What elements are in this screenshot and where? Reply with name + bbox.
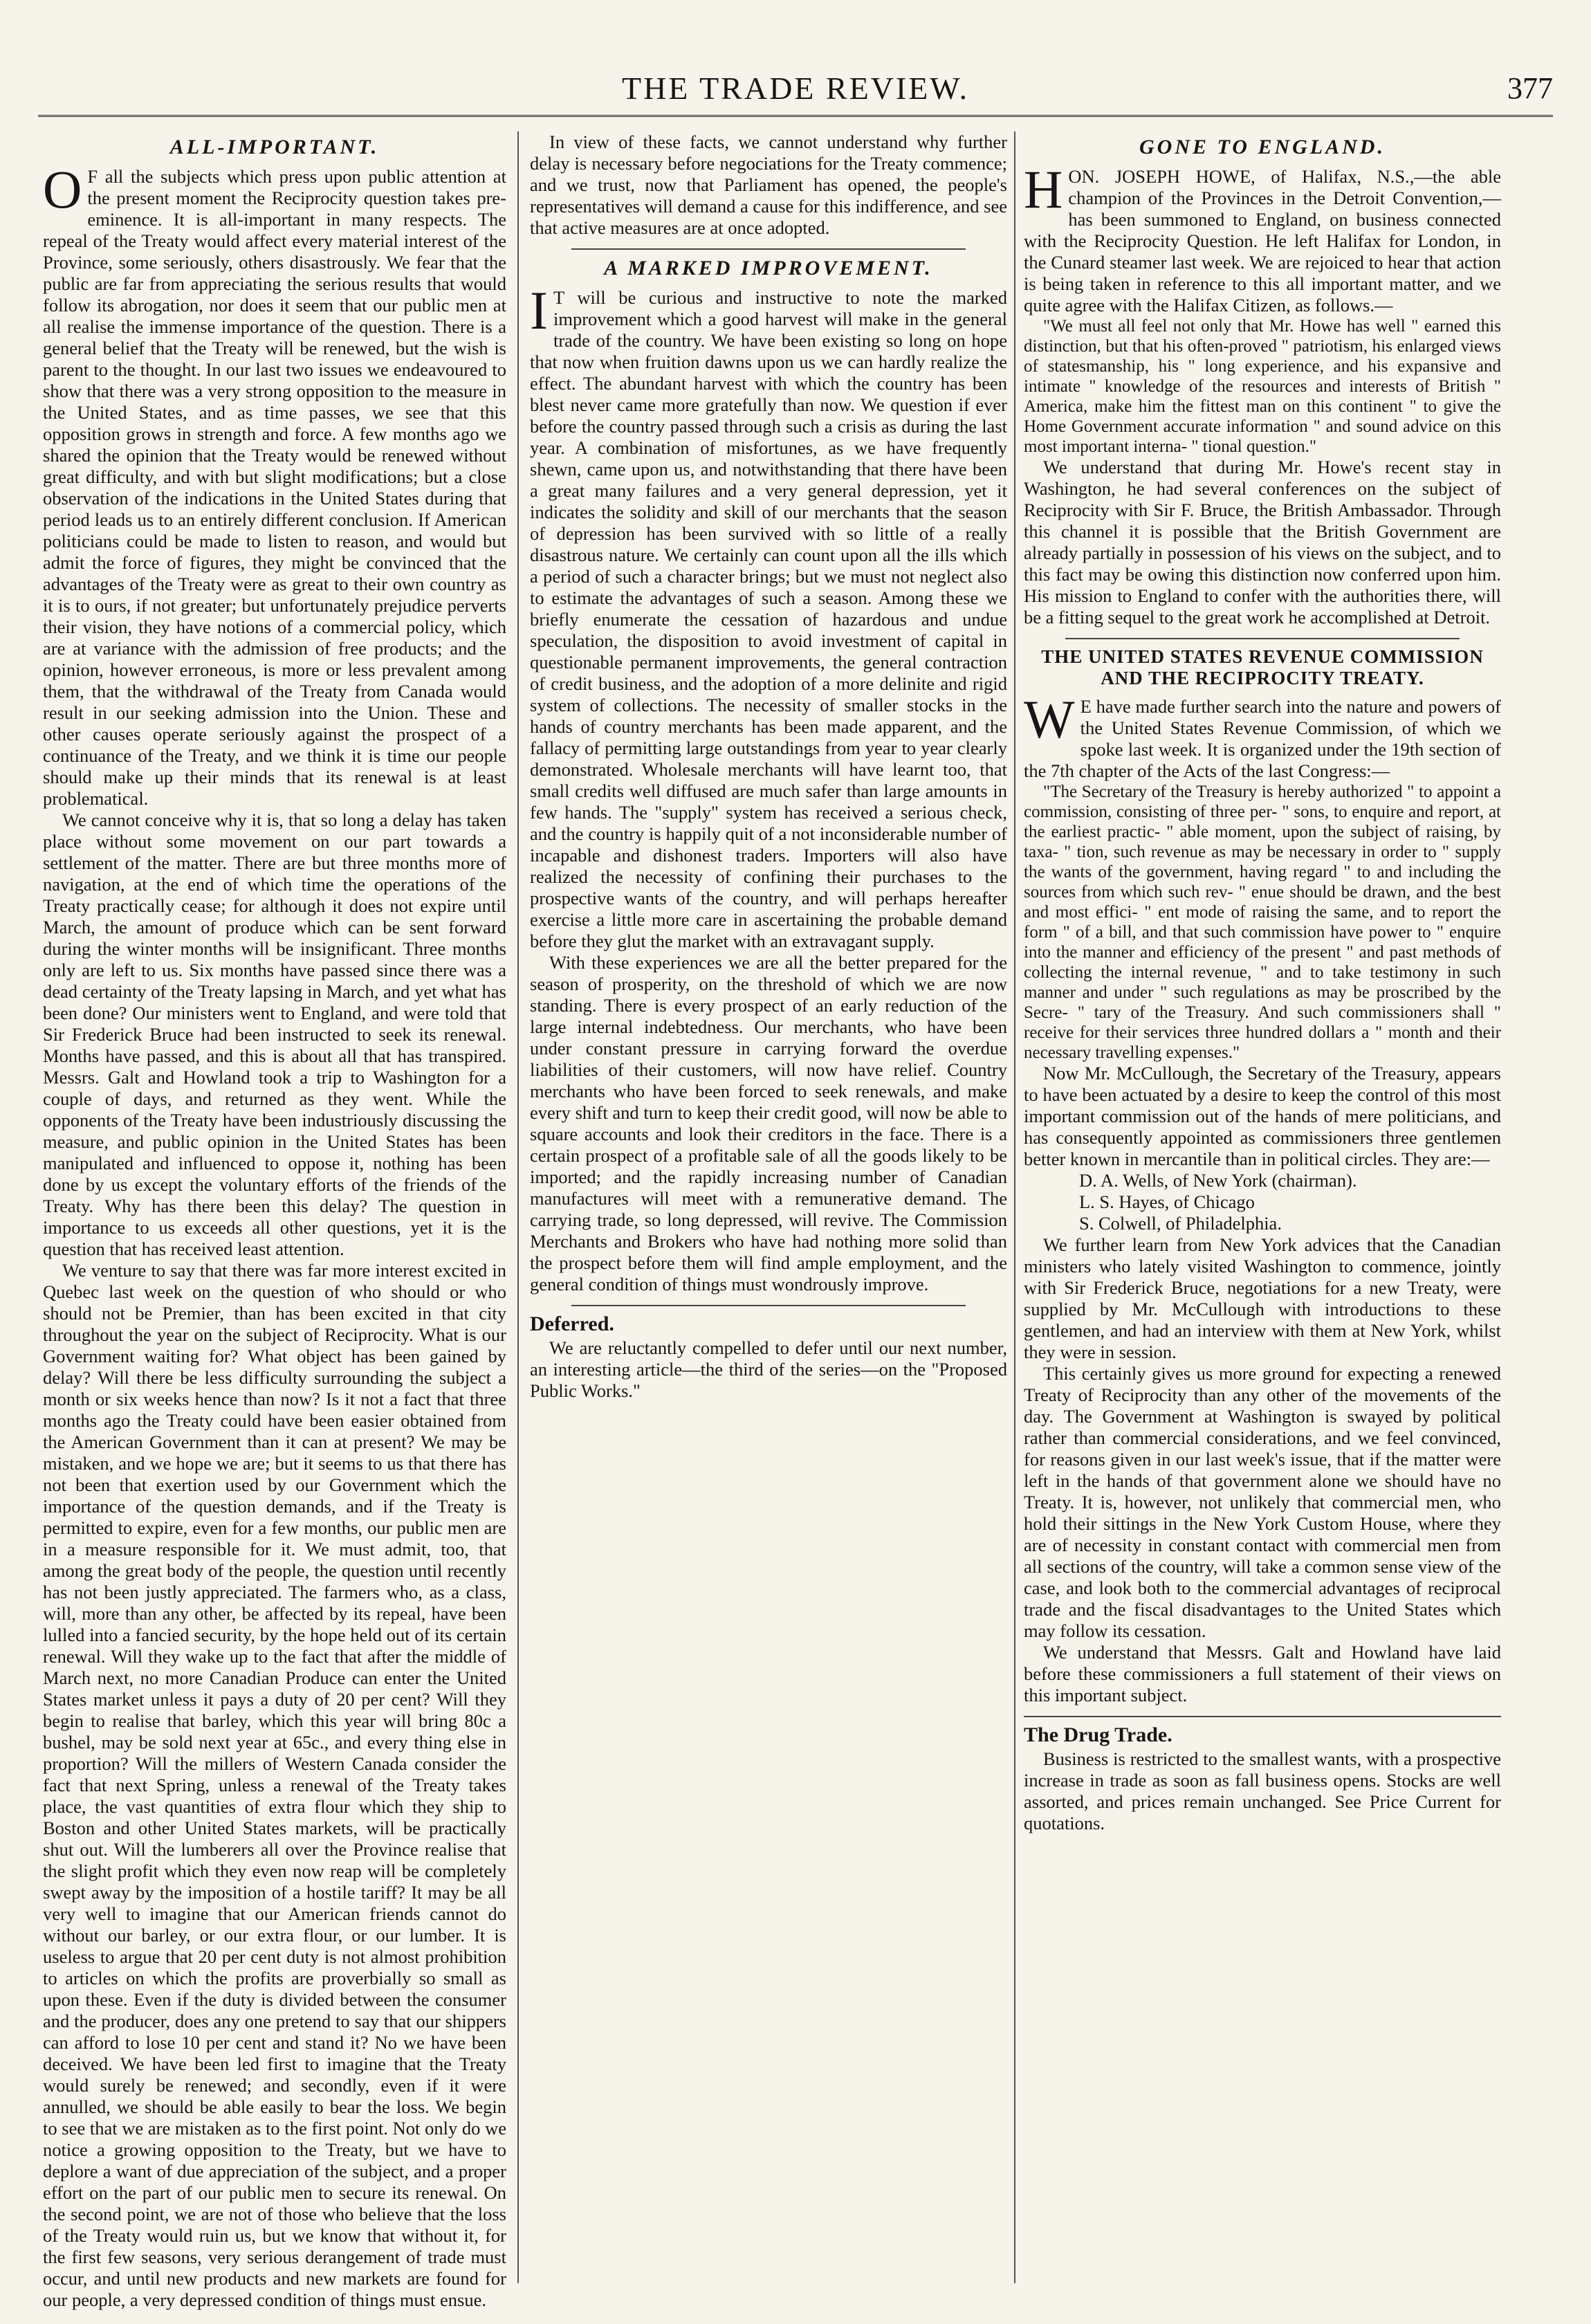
article-paragraph: Business is restricted to the smallest wants, with a prospective increase in trade as soon as fall business opens. Stocks are well assorted, and prices remain unchanged. See Price Current for quotations. <box>1024 1748 1501 1833</box>
paragraph-text: E have made further search into the nature and powers of the United States Revenue Commission, of which we spoke last week. It is organized under the 19th section of the 7th chapter of the Acts of the last Congress:— <box>1024 696 1501 781</box>
article-heading-deferred: Deferred. <box>530 1312 614 1335</box>
article-heading-revenue-commission <box>1024 646 1501 689</box>
article-paragraph: We are reluctantly compelled to defer until our next number, an interesting article—the third of the series—on the "Proposed Public Works." <box>530 1337 1007 1401</box>
article-paragraph <box>530 280 1007 952</box>
commissioner-name: D. A. Wells, of New York (chairman). <box>1079 1170 1357 1191</box>
article-paragraph: We venture to say that there was far more interest excited in Quebec last week on the question of who should or who should not be Premier, than has been excited in that city throughout the year on the subject of Reciprocity. What is our Government waiting for? What object has been gained by delay? Will there be less difficulty surrounding the subject a month or six weeks hence than now? Is it not a fact that three months ago the Treaty could have been easier obtained from the American Government than it can at present? We may be mistaken, and we hope we are; but it seems to us that there has not been that exertion used by our Government which the importance of the question demands, and if the Treaty is permitted to expire, even for a few months, our public men are in a measure responsible for it. We must admit, too, that among the great body of the people, the question until recently has not been justly appreciated. The farmers who, as a class, will, more than any other, be affected by its repeal, have been lulled into a fancied security, by the hope held out of its certain renewal. Will they wake up to the fact that after the middle of March next, no more Canadian Produce can enter the United States market unless it pays a duty of 20 per cent? Will they begin to realise that barley, which this year will bring 80c a bushel, may be sold next year at 65c., and every thing else in proportion? Will the millers of Western Canada consider the fact that next Spring, unless a renewal of the Treaty takes place, the vast quantities of extra flour which they ship to Boston and other United States markets, will be practically shut out. Will the lumberers all over the Province realise that the slight profit which they even now reap will be completely swept away by the imposition of a hostile tariff? It may be all very well to imagine that our American friends cannot do without our barley, or our extra flour, or our lumber. It is useless to argue that 20 per cent duty is not almost prohibition to articles on which the profits are proverbially so small as upon these. Even if the duty is divided between the consumer and the producer, does any one pretend to say that our shippers can afford to lose 10 per cent and stand it? No we have been deceived. We have been led first to imagine that the Treaty would surely be renewed; and secondly, even if it were annulled, we should be able easily to bear the loss. We begin to see that we are mistaken as to the first point. Not only do we notice a growing opposition to the Treaty, but we have to deplore a want of due appreciation of the subject, and a proper effort on the part of our public men to secure its renewal. On the second point, we are not of those who believe that the loss of the Treaty would ruin us, but we know that without it, for the first few seasons, very serious derangement of trade must occur, and until new products and new markets are found for our people, a very depressed condition of things must ensue. <box>43 1260 506 2310</box>
commissioner-name: S. Colwell, of Philadelphia. <box>1079 1213 1282 1234</box>
article-heading-marked-improvement: A MARKED IMPROVEMENT. <box>604 257 933 280</box>
page-number: 377 <box>1507 71 1553 105</box>
heading-line: AND THE RECIPROCITY TREATY. <box>1101 668 1424 688</box>
section-divider <box>1065 638 1460 639</box>
column-left <box>43 131 506 2310</box>
article-paragraph: With these experiences we are all the better prepared for the season of prosperity, on the threshold of which we are now standing. There is every prospect of an early reduction of the large internal indebtedness. Our merchants, who have been under constant pressure in carrying forward the overdue liabilities of their customers, will now have relief. Country merchants who have been forced to seek renewals, and make every shift and turn to keep their credit good, will now be able to square accounts and look their creditors in the face. There is a certain prospect of a profitable sale of all the goods likely to be imported; and the rapidly increasing number of Canadian manufactures will meet with a remunerative demand. The carrying trade, so long depressed, will revive. The Commission Merchants and Brokers who have had nothing more solid than the prospect before them will find ample employment, and the general condition of things must wondrously improve. <box>530 952 1007 1294</box>
section-divider <box>571 248 966 250</box>
article-paragraph: We understand that Messrs. Galt and Howland have laid before these commissioners a full statement of their views on this important subject. <box>1024 1642 1501 1705</box>
column-middle <box>530 131 1007 2294</box>
heading-line: THE UNITED STATES REVENUE COMMISSION <box>1041 646 1484 667</box>
commissioner-name: L. S. Hayes, of Chicago <box>1079 1191 1255 1212</box>
article-heading-drug-trade: The Drug Trade. <box>1024 1723 1172 1746</box>
article-heading-gone-to-england: GONE TO ENGLAND. <box>1139 136 1386 158</box>
paragraph-text: T will be curious and instructive to note the marked improvement which a good harvest will make in the general trade of the country. We have been existing so long on hope that now when fruition dawns upon us we can hardly realize the effect. The abundant harvest with which the country has been blest never came more gratefully than now. We question if ever before the country passed through such a crisis as during the last year. A combination of misfortunes, as we have frequently shewn, came upon us, and notwithstanding that there have been a great many failures and a very general depression, yet it indicates the solidity and skill of our merchants that the season of depression has been survived with so little of a really disastrous nature. We certainly can count upon all the ills which a period of such a character brings; but we must not neglect also to estimate the advantages of such a season. Among these we briefly enumerate the cessation of hazardous and undue speculation, the disposition to avoid investment of capital in questionable permanent improvements, the general contraction of credit business, and the adoption of a more delinite and rigid system of collections. The necessity of smaller stocks in the hands of country merchants has been made apparent, and the fallacy of permitting large outstandings from year to year clearly demonstrated. Wholesale merchants will have learnt too, that small credits well diffused are much safer than large amounts in few hands. The "supply" system has received a serious check, and the country is happily quit of a not inconsiderable number of incapable and dishonest traders. Importers will also have realized the necessity of confining their purchases to the prospective wants of the country, and will perhaps hereafter exercise a little more care in ascertaining the probable demand before they glut the market with an extravagant supply. <box>530 287 1007 951</box>
masthead-title: THE TRADE REVIEW. <box>621 71 969 106</box>
article-paragraph: We understand that during Mr. Howe's recent stay in Washington, he had several conferences on the subject of Reciprocity with Sir F. Bruce, the British Ambassador. Through this channel it is possible that the British Government are already partially in possession of his views on the subject, and to this fact may be owing this distinction now conferred upon him. His mission to England to confer with the authorities there, will be a fitting sequel to the great work he accomplished at Detroit. <box>1024 457 1501 628</box>
drop-cap: H <box>1024 159 1063 219</box>
article-paragraph <box>1024 689 1501 782</box>
paragraph-text: F all the subjects which press upon public attention at the present moment the Reciprocity question takes pre-eminence. It is all-important in many respects. The repeal of the Treaty would affect every material interest of the Province, some seriously, others disastrously. We fear that the public are far from appreciating the serious results that would follow its abrogation, nor does it seem that our public men at all realise the immense importance of the question. There is a general belief that the Treaty will be renewed, but the wish is parent to the thought. In our last two issues we endeavoured to show that there was a very strong opposition to the measure in the United States, and as time passes, we see that this opposition grows in strength and force. A few months ago we shared the opinion that the Treaty would be renewed without great difficulty, and with but slight modifications; but a close observation of the indications in the United States during that period leads us to an entirely different conclusion. If American politicians could be made to listen to reason, and would but admit the force of figures, they might be convinced that the advantages of the Treaty were as great to their own country as it is to ours, if not greater; but unfortunately prejudice perverts their vision, they have notions of a commercial policy, which are at variance with the admission of free products; and the opinion, however erroneous, is more or less prevalent among them, that the withdrawal of the Treaty from Canada would result in our seeking admission into the Union. These and other causes operate seriously against the prospect of a continuance of the Treaty, and we think it is time our people should make up their minds that its renewal is at least problematical. <box>43 166 506 809</box>
block-quote: "The Secretary of the Treasury is hereby authorized " to appoint a commission, consisting of three per- " sons, to enquire and report, at the earliest practic- " able moment, upon the subject of raising, by taxa- " tion, such revenue as may be necessary in order to " supply the wants of the government, having regard " to and including the sources from which such rev- " enue should be drawn, and the best and most effici- " ent mode of raising the same, and to report the form " of a bill, and that such commission have power to " enquire into the manner and efficiency of the present " and past methods of collecting the internal revenue, " and to take testimony in such manner and under " such regulations as may be proscribed by the Secre- " tary of the Treasury. And such commissioners shall " receive for their services three hundred dollars a " month and their necessary travelling expenses." <box>1024 783 1501 1062</box>
column-right <box>1024 131 1501 2294</box>
article-paragraph <box>43 159 506 809</box>
drop-cap: I <box>530 280 548 340</box>
column-divider <box>1014 131 1015 2283</box>
article-paragraph: This certainly gives us more ground for expecting a renewed Treaty of Reciprocity than any other of the movements of the day. The Government at Washington is swayed by political rather than commercial considerations, and we feel convinced, for reasons given in our last week's issue, that if the matter were left in the hands of that government alone we should have no Treaty. It is, however, not unlikely that commercial men, who hold their sittings in the New York Custom House, where they are of necessity in constant contact with commercial men from all sections of the country, will take a common sense view of the case, and look both to the commercial advantages of reciprocal trade and the fiscal disadvantages to the United States which may follow its cessation. <box>1024 1363 1501 1641</box>
masthead <box>38 69 1553 118</box>
section-divider <box>571 1305 966 1306</box>
masthead-rule <box>38 115 1553 119</box>
article-paragraph: We further learn from New York advices that the Canadian ministers who lately visited Washington to commence, jointly with Sir Frederick Bruce, negotiations for a new Treaty, were supplied by Mr. McCullough with introductions to these gentlemen, and had an interview with them at New York, whilst they were in session. <box>1024 1234 1501 1362</box>
paragraph-text: ON. JOSEPH HOWE, of Halifax, N.S.,—the able champion of the Provinces in the Detroit Convention,—has been summoned to England, on business connected with the Reciprocity Question. He left Halifax for London, in the Cunard steamer last week. We are rejoiced to hear that action is being taken in reference to this all important matter, and we quite agree with the Halifax Citizen, as follows.— <box>1024 166 1501 315</box>
article-paragraph: In view of these facts, we cannot understand why further delay is necessary before negociations for the Treaty commence; and we trust, now that Parliament has opened, the people's representatives will demand a cause for this indifference, and see that active measures are at once adopted. <box>530 131 1007 238</box>
article-paragraph <box>1024 159 1501 316</box>
drop-cap: W <box>1024 689 1075 749</box>
article-paragraph: We cannot conceive why it is, that so long a delay has taken place without some movement on our part towards a settlement of the matter. There are but three months more of navigation, at the end of which time the operations of the Treaty practically cease; for although it does not expire until March, the amount of produce which can be sent forward during the winter months will be insignificant. Three months only are left to us. Six months have passed since there was a dead certainty of the Treaty lapsing in March, and yet what has been done? Our ministers went to England, and were told that Sir Frederick Bruce had been instructed to seek its renewal. Months have passed, and this is about all that has transpired. Messrs. Galt and Howland took a trip to Washington for a couple of days, and returned as they went. While the opponents of the Treaty have been industriously discussing the measure, and public opinion in the United States has been manipulated and influenced to oppose it, nothing has been done by us except the voluntary efforts of the friends of the Treaty. Why has there been this delay? The question in importance to us exceeds all other questions, yet it is the question that has received least attention. <box>43 809 506 1259</box>
article-heading-all-important: ALL-IMPORTANT. <box>169 136 380 158</box>
drop-cap: O <box>43 159 82 219</box>
block-quote: "We must all feel not only that Mr. Howe has well " earned this distinction, but that his often-proved " patriotism, his enlarged views of statesmanship, his " long experience, and his expansive and intimate " knowledge of the resources and interests of British " America, make him the fittest man on this continent " to give the Home Government accurate information " and sound advice on this most important interna- " tional question." <box>1024 317 1501 456</box>
section-divider <box>1024 1716 1501 1717</box>
article-paragraph: Now Mr. McCullough, the Secretary of the Treasury, appears to have been actuated by a desire to keep the control of this most important commission out of the hands of mere politicians, and has consequently appointed as commissioners three gentlemen better known in mercantile than in political circles. They are:— <box>1024 1063 1501 1169</box>
column-divider <box>517 131 519 2283</box>
